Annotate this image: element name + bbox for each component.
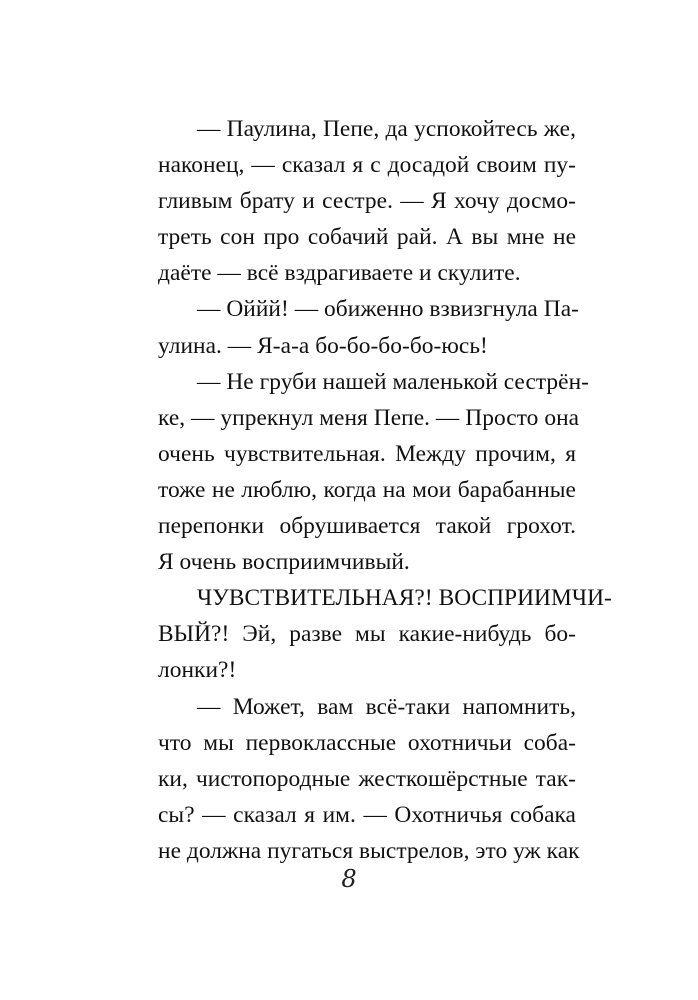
text-line: лонки?!	[158, 657, 237, 684]
text-line: улина. — Я-а-а бо-бо-бо-бо-юсь!	[158, 332, 488, 359]
text-line: перепонки обрушивается такой грохот.	[158, 513, 576, 540]
page-number: 8	[341, 865, 357, 893]
text-line: ки, чистопородные жесткошёрстные так-	[158, 765, 576, 792]
text-line: гливым брату и сестре. — Я хочу досмо-	[158, 188, 576, 215]
text-line: тоже не люблю, когда на мои барабанные	[158, 476, 576, 503]
text-line: — Оййй! — обиженно взвизгнула Па-	[197, 296, 579, 323]
text-line: — Не груби нашей маленькой сестрён-	[197, 368, 590, 395]
text-line: сы? — сказал я им. — Охотничья собака	[158, 801, 576, 828]
text-line: даёте — всё вздрагиваете и скулите.	[158, 260, 521, 287]
text-line: очень чувствительная. Между прочим, я	[158, 440, 576, 467]
text-line: что мы первоклассные охотничьи соба-	[158, 729, 576, 756]
text-line: не должна пугаться выстрелов, это уж как	[158, 837, 580, 864]
page-text	[158, 111, 612, 869]
text-line: Я очень восприимчивый.	[158, 549, 410, 576]
text-line: ЧУВСТВИТЕЛЬНАЯ?! ВОСПРИИМЧИ-	[197, 585, 612, 612]
text-line: наконец, — сказал я с досадой своим пу-	[158, 152, 576, 179]
text-line: — Может, вам всё-таки напомнить,	[197, 693, 576, 720]
text-line: треть сон про собачий рай. А вы мне не	[158, 224, 576, 251]
text-line: ке, — упрекнул меня Пепе. — Просто она	[158, 404, 580, 431]
text-line: — Паулина, Пепе, да успокойтесь же,	[197, 116, 576, 142]
text-line: ВЫЙ?! Эй, разве мы какие-нибудь бо-	[158, 621, 576, 648]
